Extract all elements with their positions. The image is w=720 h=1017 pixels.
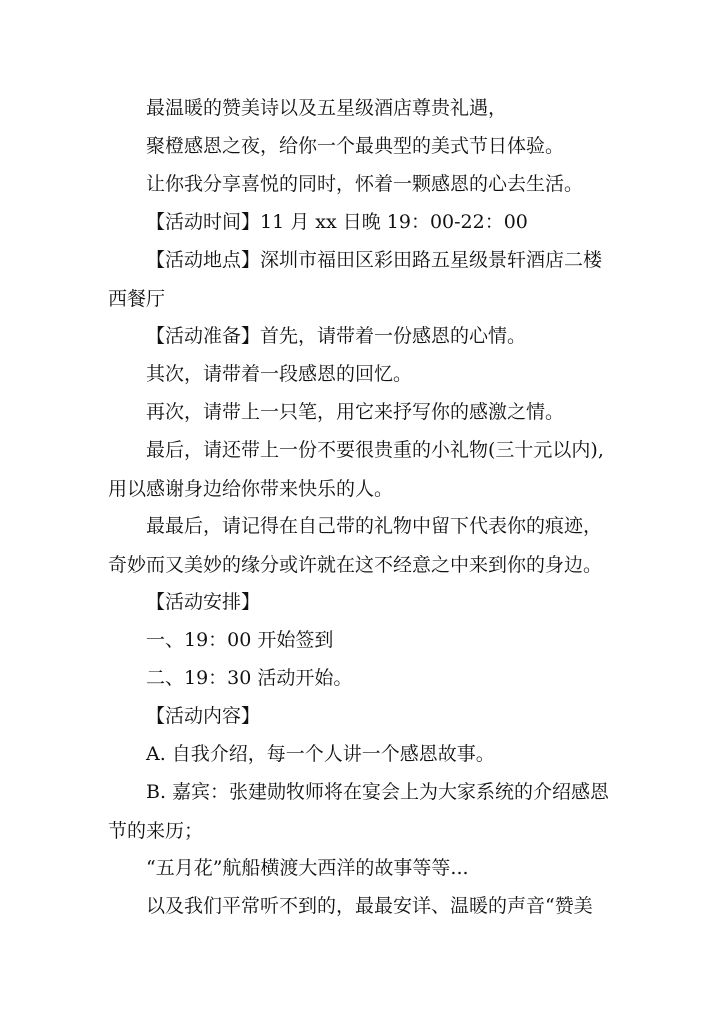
paragraph-intro-3: 让你我分享喜悦的同时，怀着一颗感恩的心去生活。 bbox=[146, 173, 584, 195]
heading-schedule: 【活动安排】 bbox=[146, 591, 261, 613]
paragraph-event-location: 【活动地点】深圳市福田区彩田路五星级景轩酒店二楼西餐厅 bbox=[108, 249, 603, 310]
content-voices: 以及我们平常听不到的，最最安详、温暖的声音“赞美 bbox=[146, 895, 593, 917]
paragraph-intro-2: 聚橙感恩之夜，给你一个最典型的美式节日体验。 bbox=[146, 135, 565, 157]
content-mayflower: “五月花”航船横渡大西洋的故事等等... bbox=[146, 857, 469, 879]
content-item-b: B. 嘉宾：张建勋牧师将在宴会上为大家系统的介绍感恩节的来历； bbox=[108, 781, 610, 842]
paragraph-prep-last: 最后，请还带上一份不要很贵重的小礼物(三十元以内),用以感谢身边给你带来快乐的人。 bbox=[108, 439, 604, 500]
paragraph-event-time: 【活动时间】11 月 xx 日晚 19：00-22：00 bbox=[146, 211, 528, 233]
paragraph-intro-1: 最温暖的赞美诗以及五星级酒店尊贵礼遇， bbox=[146, 97, 508, 119]
paragraph-prep-third: 再次，请带上一只笔，用它来抒写你的感激之情。 bbox=[146, 401, 565, 423]
heading-content: 【活动内容】 bbox=[146, 705, 261, 727]
paragraph-prep-final: 最最后，请记得在自己带的礼物中留下代表你的痕迹，奇妙而又美妙的缘分或许就在这不经意之中来到你的身边。 bbox=[108, 515, 603, 576]
content-item-a: A. 自我介绍，每一个人讲一个感恩故事。 bbox=[146, 743, 495, 765]
paragraph-prep-second: 其次，请带着一段感恩的回忆。 bbox=[146, 363, 413, 385]
schedule-item-1: 一、19：00 开始签到 bbox=[146, 629, 334, 651]
paragraph-preparation: 【活动准备】首先，请带着一份感恩的心情。 bbox=[146, 325, 527, 347]
schedule-item-2: 二、19：30 活动开始。 bbox=[146, 667, 353, 689]
